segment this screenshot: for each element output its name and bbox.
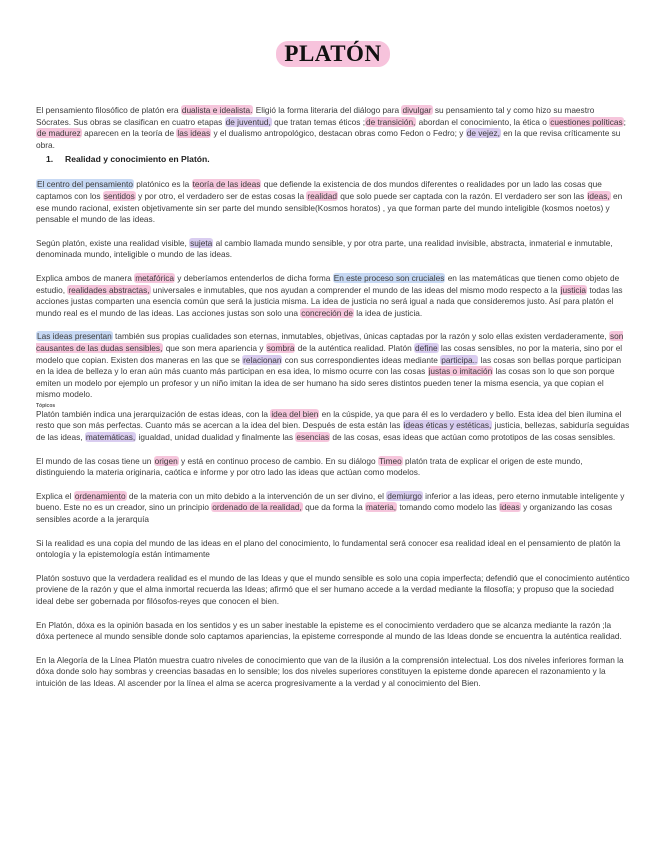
text-run: con sus correspondientes ideas mediante — [282, 354, 441, 365]
text-run: y organizando las cosas sensibles acorde a la jerarquía — [36, 502, 613, 525]
text-run: todas las acciones justas comparten una esencia común que será la justicia misma. La idea de justicia no será igual a nada que consideremos justo. Así para platón el mundo real es el mundo de las ideas. Las acciones justas son solo una — [36, 284, 623, 318]
highlight-pink: justas o imitación — [428, 366, 493, 377]
text-run: en la que revisa críticamente su obra. — [36, 128, 621, 150]
highlight-pink: metafórica — [135, 272, 174, 283]
side-note: Tópicos — [36, 402, 56, 409]
paragraph-intro — [36, 105, 630, 151]
highlight-pink: teoría de las ideas — [192, 179, 261, 190]
text-run: Eligió la forma literaria del diálogo para — [253, 105, 402, 115]
text-run: de las cosas, esas ideas que actúan como prototipos de las cosas sensibles. — [330, 432, 616, 443]
highlight-pink: dualista e idealista. — [181, 105, 253, 115]
text-run: las cosas son lo que son porque emiten un modelo por ejemplo un profesor y un niño imitan la idea de ser humano ha sido seres distintos pueden tener la misma esencia, ya que copian el mismo modelo. — [36, 366, 615, 400]
text-run: la idea de justicia. — [353, 307, 423, 318]
text-run: y por otro, el verdadero ser de estas cosas la — [135, 190, 307, 201]
highlight-pink: ordenado de la realidad, — [212, 502, 302, 513]
text-run: que solo puede ser captada con la razón. El verdadero ser son las — [337, 190, 587, 201]
highlight-purple: define — [415, 342, 438, 353]
highlight-purple: participa.. — [441, 354, 478, 365]
highlight-pink: realidad — [307, 190, 337, 201]
text-run: las cosas son bellas porque participan en la idea de belleza y lo eran aún más cuanto más participan en esa idea, lo mismo ocurre con las cosas — [36, 354, 622, 377]
highlight-pink: de madurez — [37, 128, 81, 139]
highlight-purple: de vejez, — [466, 128, 500, 139]
text-run: platón trata de explicar el origen de este mundo, distinguiendo la materia originaria, caótica e informe y por otro lado las ideas que actúan como modelos. — [36, 455, 583, 478]
text-run: también sus propias cualidades son eternas, inmutables, objetivas, únicas captadas por la razón y solo ellas existen verdaderamente, — [112, 331, 609, 342]
text-run: aparecen en la teoría de — [81, 128, 177, 139]
section-heading — [46, 153, 630, 165]
paragraph-ideas-qualities — [36, 331, 630, 401]
text-run: de la auténtica realidad. Platón — [295, 342, 414, 353]
highlight-blue: Las ideas presentan — [37, 331, 112, 342]
text-run: en la cúspide, ya que para él es lo verdadero y bello. Esta idea del bien ilumina el resto que son más perfectas. Cuanto más se acercan a la idea del bien. Después de esta están las — [36, 408, 622, 431]
text-run: las cosas sensibles, no por la materia, sino por el modelo que copian. Existen dos maneras en las que se — [36, 342, 623, 365]
heading-text: Realidad y conocimiento en Platón. — [65, 154, 210, 165]
text-run: El pensamiento filosófico de platón era — [36, 105, 181, 115]
paragraph-divided-line — [36, 655, 630, 690]
highlight-pink: ideas, — [587, 190, 610, 201]
text-run: Platón también indica una jerarquización de estas ideas, con la — [36, 408, 271, 419]
text-run: Explica ambos de manera — [36, 272, 135, 283]
highlight-purple: de juventud, — [225, 116, 271, 127]
text-run: ; — [623, 116, 626, 127]
text-run: inferior a las ideas, pero eterno inmutable inteligente y bueno. Este no es un creador, sino un principio — [36, 490, 625, 513]
text-run: y deberíamos entenderlos de dicha forma — [174, 272, 333, 283]
text-run: al cambio llamada mundo sensible, y por otra parte, una realidad invisible, abstracta, inmaterial e inmutable, denominada mundo, inteligible o mundo de las ideas. — [36, 237, 613, 260]
text-run: justicia, bellezas, sabiduría seguidas de las ideas, — [36, 420, 630, 443]
text-run: y el dualismo antropológico, destacan obras como Fedon o Fedro; y — [211, 128, 466, 139]
highlight-purple: demiurgo — [387, 490, 422, 501]
text-run: En Platón, dóxa es la opinión basada en los sentidos y es un saber inestable la episteme es el conocimiento verdadero que se alcanza mediante la razón ;la dóxa pertenece al mundo sensible donde solo captamos apariencias, la episteme corresponde al mundo de las Ideas donde se encuentra la auténtica realidad. — [36, 619, 622, 642]
text-run: y está en continuo proceso de cambio. En su diálogo — [178, 455, 378, 466]
paragraph-theory — [36, 179, 630, 225]
text-run: Según platón, existe una realidad visible, — [36, 237, 190, 248]
highlight-purple: sujeta — [190, 237, 213, 248]
text-run: El mundo de las cosas tiene un — [36, 455, 154, 466]
text-run: en las matemáticas que tienen como objeto de estudio, — [36, 272, 620, 295]
highlight-pink: Timeo — [378, 455, 402, 466]
heading-number: 1. — [46, 154, 54, 165]
text-run: Si la realidad es una copia del mundo de las ideas en el plano del conocimiento, lo fundamental será conocer esa realidad ideal en el pensamiento de platón la ontología y la epistemología están íntimamente — [36, 537, 621, 560]
paragraph-true-reality — [36, 573, 630, 608]
highlight-pink: idea del bien — [271, 408, 319, 419]
highlight-pink: ordenamiento — [74, 490, 126, 501]
text-run: En la Alegoría de la Línea Platón muestra cuatro niveles de conocimiento que van de la ilusión a la comprensión intelectual. Los dos niveles inferiores forman la dóxa donde solo hay sombras y creencias basadas en lo sensible; los dos niveles superiores constituyen la episteme donde aparecen el razonamiento y la intuición de las Ideas. Al ascender por la línea el alma se acerca progresivamente a la verdad y al conocimiento del Bien. — [36, 654, 624, 688]
highlight-pink: divulgar — [402, 105, 432, 115]
highlight-purple: relacionan — [243, 354, 282, 365]
title-container — [36, 0, 630, 67]
paragraph-mathematics — [36, 273, 630, 319]
text-run: su pensamiento tal y como hizo su maestro Sócrates. Sus obras se clasifican en cuatro etapas — [36, 105, 595, 127]
paragraph-doxa-episteme — [36, 620, 630, 643]
highlight-pink: origen — [154, 455, 178, 466]
paragraph-ontology — [36, 538, 630, 561]
highlight-pink: cuestiones políticas — [550, 116, 623, 127]
paragraph-demiurge — [36, 491, 630, 526]
text-run: Explica el — [36, 490, 74, 501]
text-run: Platón sostuvo que la verdadera realidad es el mundo de las Ideas y que el mundo sensible es solo una copia imperfecta; defendió que el conocimiento auténtico proviene de la razón y que el alma inmortal recuerda las Ideas; afirmó que el ser humano accede a la verdad mediante la filosofía; y propuso que la sociedad ideal debe ser gobernada por filósofos-reyes que conocen el bien. — [36, 572, 630, 606]
text-run: de la materia con un mito debido a la intervención de un ser divino, el — [126, 490, 387, 501]
highlight-pink: esencias — [296, 432, 330, 443]
text-run: en ese mundo racional, existen objetivamente sin ser parte del mundo sensible(Kosmos horatos) , ya que forman parte del mundo inteligible (kosmos noetos) y pensable el mundo de las ideas. — [36, 190, 623, 225]
highlight-pink: justicia — [560, 284, 587, 295]
paragraph-visible-reality — [36, 238, 630, 261]
highlight-purple: matemáticas, — [85, 432, 136, 443]
highlight-blue: El centro del pensamiento — [37, 179, 133, 190]
highlight-pink: sentidos — [103, 190, 135, 201]
highlight-pink: concreción de — [301, 307, 353, 318]
text-run: tomando como modelo las — [397, 502, 499, 513]
highlight-purple: ideas éticas y estéticas, — [403, 420, 492, 431]
text-run: igualdad, unidad dualidad y finalmente las — [136, 432, 296, 443]
text-run: que da forma la — [302, 502, 366, 513]
highlight-pink: ideas — [499, 502, 520, 513]
text-run: abordan el conocimiento, la ética o — [416, 116, 550, 127]
paragraph-hierarchy — [36, 409, 630, 444]
text-run: que son mera apariencia y — [163, 342, 266, 353]
highlight-pink: sombra — [266, 342, 295, 353]
highlight-pink: son causantes de las dudas sensibles, — [36, 331, 624, 353]
page-title: PLATÓN — [276, 41, 389, 67]
text-run: que tratan temas éticos ; — [271, 116, 366, 127]
highlight-pink: las ideas — [177, 128, 211, 139]
paragraph-origin — [36, 456, 630, 479]
text-run: universales e inmutables, que nos ayudan a comprender el mundo de las ideas del mismo modo respecto a la — [150, 284, 560, 295]
highlight-pink: realidades abstractas, — [68, 284, 150, 295]
highlight-pink: materia, — [366, 502, 397, 513]
text-run: platónico es la — [133, 179, 192, 190]
highlight-blue: En este proceso son cruciales — [333, 272, 445, 283]
highlight-pink: de transición, — [366, 116, 416, 127]
text-run: que defiende la existencia de dos mundos diferentes o realidades por un lado las cosas que captamos con los — [36, 179, 602, 201]
